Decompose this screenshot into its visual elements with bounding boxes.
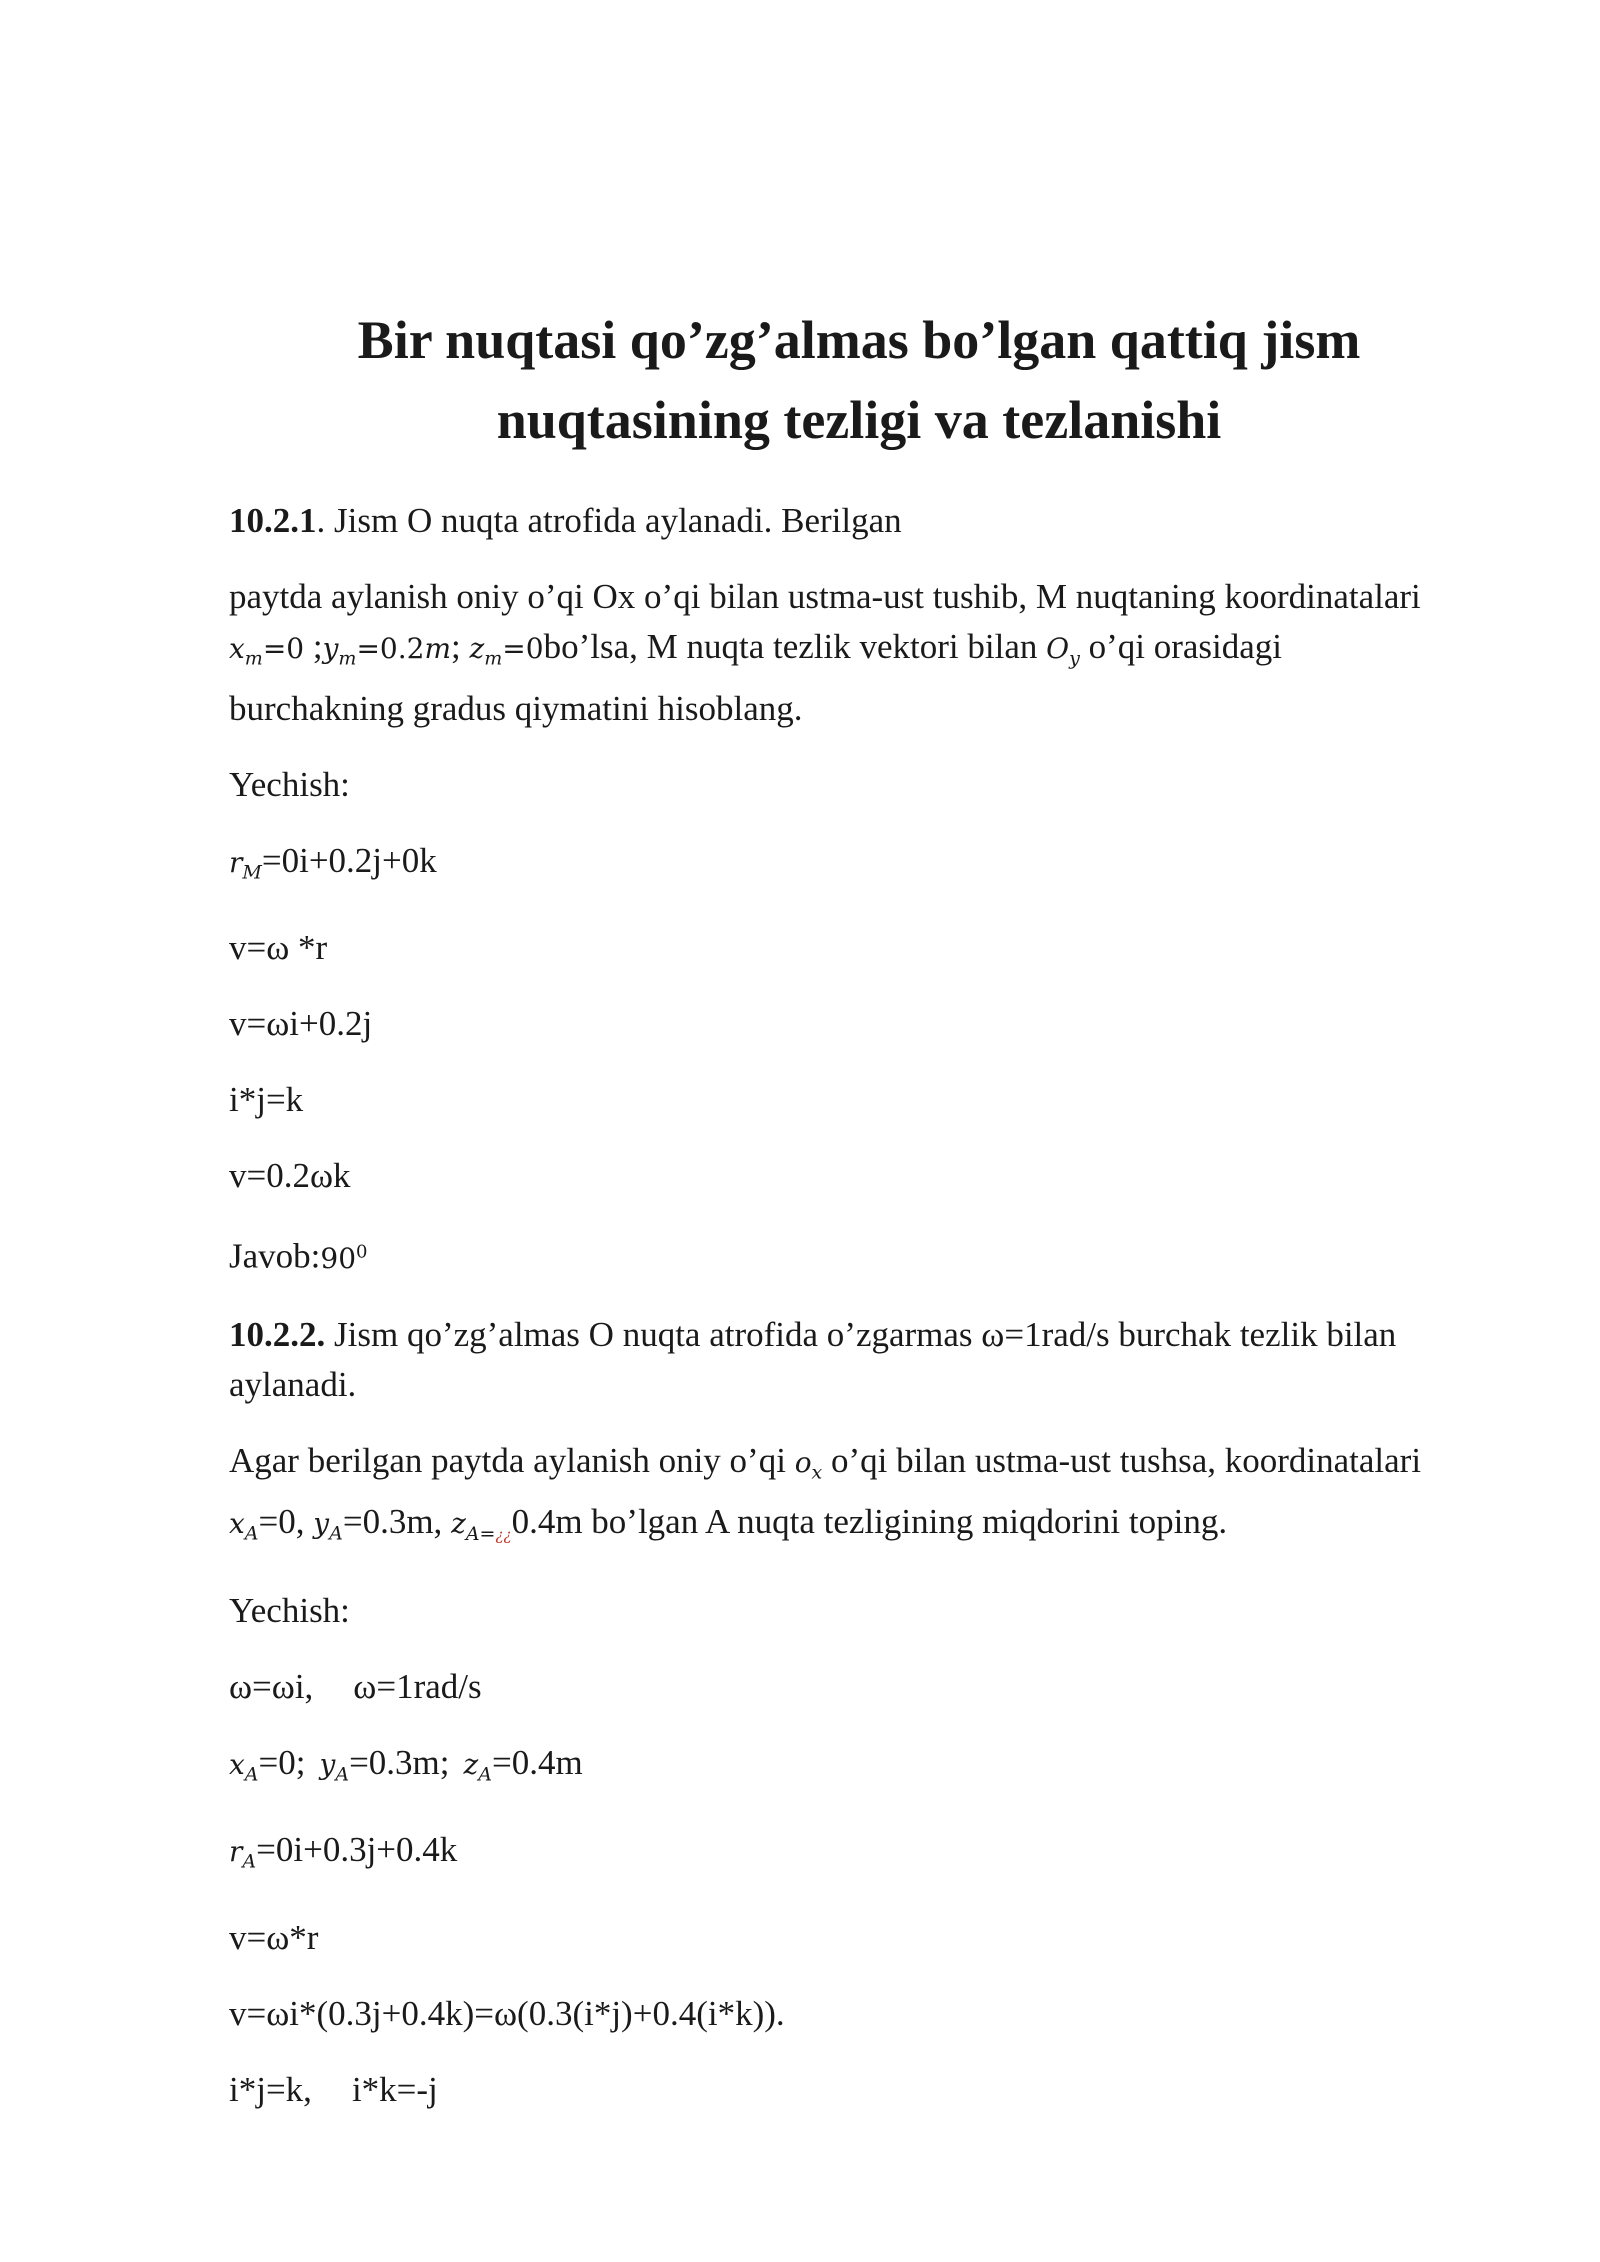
math-r-a-value: =0i+0.3j+0.4k xyxy=(256,1830,458,1870)
math-ya-value: =0.3m, xyxy=(342,1502,452,1542)
solution-label: Yechish: xyxy=(229,1590,350,1630)
solution-line xyxy=(229,1662,1429,1712)
document-page xyxy=(229,300,1429,2141)
solution-line: v=ω*r xyxy=(229,1917,319,1957)
problem-text: . Jism O nuqta atrofida aylanadi. Berilgan xyxy=(316,501,902,540)
statement-text: paytda aylanish oniy o’qi Ox o’qi bilan ustma-ust tushib, M nuqtaning koordinatalari xyxy=(229,577,1421,616)
answer-value: $90^0$ xyxy=(320,1241,368,1275)
solution-line: v=0.2ωk xyxy=(229,1156,351,1196)
omega-value: ω=1rad/s xyxy=(353,1666,482,1706)
statement-text: Agar berilgan paytda aylanish oniy o’qi xyxy=(229,1440,795,1480)
solution-label: Yechish: xyxy=(229,764,350,804)
math-ya: $y_A$ xyxy=(313,1507,343,1545)
statement-text: bo’lsa, M nuqta tezlik vektori bilan xyxy=(543,627,1047,666)
problem-text: Jism qo’zg’almas O nuqta atrofida o’zgarmas ω=1rad/s burchak tezlik bilan aylanadi. xyxy=(229,1314,1397,1404)
solution-line: i*j=k xyxy=(229,1080,304,1120)
math-ya: $y_A$ xyxy=(319,1747,350,1786)
solution-line xyxy=(229,836,1429,898)
math-r-m-value: =0i+0.2j+0k xyxy=(261,840,437,880)
math-ya-value: =0.3m; xyxy=(349,1742,450,1782)
math-za: $z_{A=¿¿}$ xyxy=(451,1507,512,1545)
math-xm-value: =0 xyxy=(262,632,305,665)
separator: ; xyxy=(304,627,323,666)
answer-label: Javob: xyxy=(229,1236,321,1276)
statement-text: o’qi orasidagi burchakning gradus qiymatini hisoblang. xyxy=(229,627,1282,728)
solution-line xyxy=(229,1825,1429,1887)
title-line-2: nuqtasining tezligi va tezlanishi xyxy=(496,390,1222,450)
cross-product-ij: i*j=k, xyxy=(229,2069,312,2109)
problem-number: 10.2.2. xyxy=(229,1314,326,1354)
solution-line xyxy=(229,2065,1429,2115)
math-xa: $x_A$ xyxy=(229,1747,259,1786)
problem-10-2-1-heading xyxy=(229,496,1429,546)
solution-line: v=ωi*(0.3j+0.4k)=ω(0.3(i*j)+0.4(i*k)). xyxy=(229,1993,785,2033)
problem-10-2-1-statement xyxy=(229,572,1429,734)
problem-number: 10.2.1 xyxy=(229,501,317,540)
math-za-value: =0.4m xyxy=(492,1742,583,1782)
math-ym-value: =0.2 xyxy=(356,632,425,665)
math-xa-value: =0; xyxy=(258,1742,306,1782)
problem-10-2-2-heading xyxy=(229,1310,1429,1410)
omega-vector: ω=ωi, xyxy=(229,1666,314,1706)
answer-line xyxy=(229,1227,1429,1283)
title-line-1: Bir nuqtasi qo’zg’almas bo’lgan qattiq jism xyxy=(357,310,1361,370)
page-title xyxy=(229,300,1429,460)
math-oy: $O_y$ xyxy=(1046,632,1080,670)
math-xa-value: =0, xyxy=(258,1502,314,1542)
math-zm: $z_m$ xyxy=(469,632,503,670)
cross-product-ik: i*k=-j xyxy=(351,2069,438,2109)
solution-line xyxy=(229,1738,1429,1800)
math-ox: $o_x$ xyxy=(794,1445,823,1484)
solution-line: v=ωi+0.2j xyxy=(229,1004,373,1044)
statement-text: o’qi bilan ustma-ust tushsa, koordinatalari xyxy=(822,1440,1422,1480)
separator: ; xyxy=(451,627,470,666)
math-zm-value: =0 xyxy=(502,632,544,665)
math-ym: $y_m$ xyxy=(322,632,357,670)
problem-10-2-2-statement xyxy=(229,1436,1429,1560)
math-r-m: $r_M$ xyxy=(229,845,262,884)
statement-text: 0.4m bo’lgan A nuqta tezligining miqdorini toping. xyxy=(511,1502,1228,1542)
math-xa: $x_A$ xyxy=(229,1507,259,1545)
solution-line: v=ω *r xyxy=(229,928,328,968)
math-ym-unit: m xyxy=(424,632,452,665)
math-r-a: $r_A$ xyxy=(229,1835,257,1873)
math-xm: $x_m$ xyxy=(229,632,263,670)
math-za: $z_A$ xyxy=(463,1747,492,1786)
